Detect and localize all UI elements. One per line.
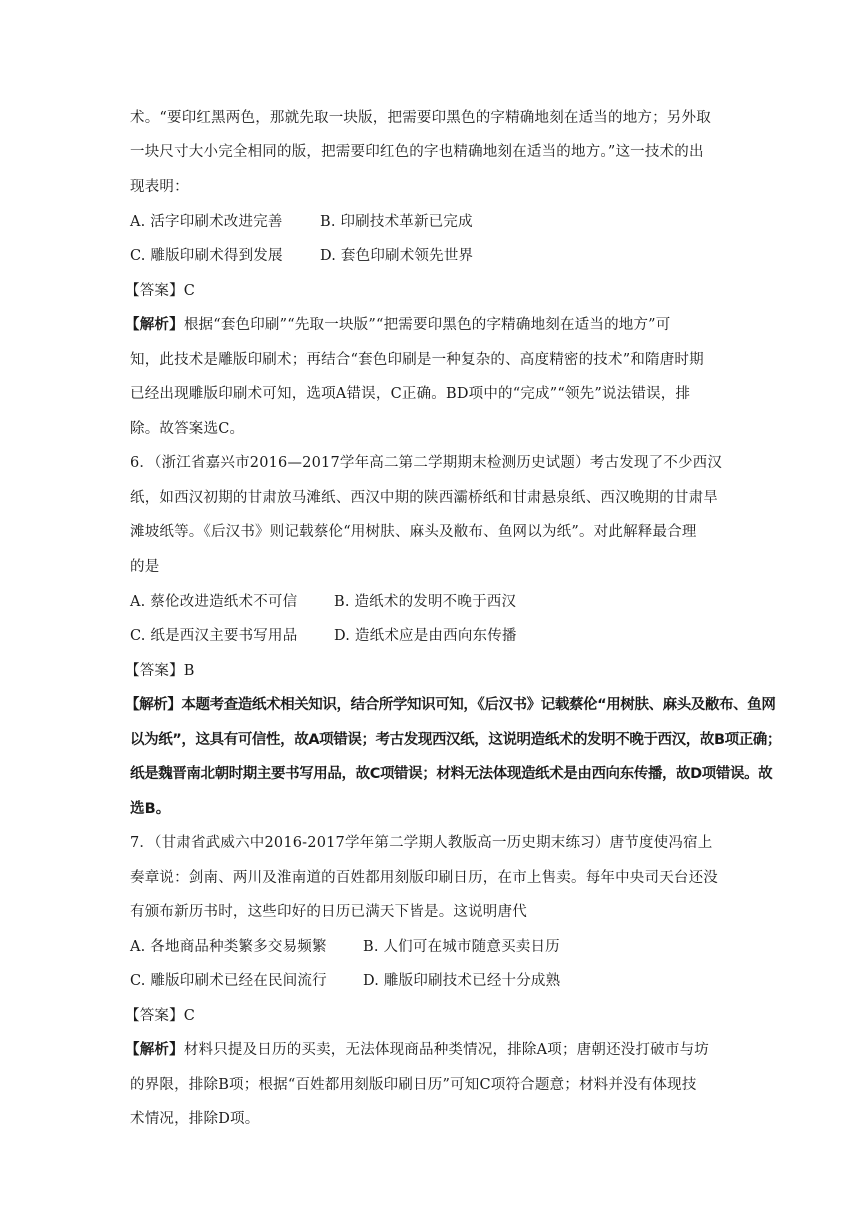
q6-analysis-line-2: 以为纸”，这具有可信性，故A项错误；考古发现西汉纸，这说明造纸术的发明不晚于西汉，故B项正确；	[130, 732, 781, 748]
q6-option-b: B. 造纸术的发明不晚于西汉	[334, 594, 517, 610]
q5-option-a: A. 活字印刷术改进完善	[130, 214, 283, 230]
q7-analysis-line-3: 术情况，排除D项。	[130, 1111, 260, 1127]
q6-analysis-line-3: 纸是魏晋南北朝时期主要书写用品，故C项错误；材料无法体现造纸术是由西向东传播，故D项错误。故	[130, 766, 773, 782]
q7-option-d: D. 雕版印刷技术已经十分成熟	[363, 973, 561, 989]
q5-stem-line-3: 现表明：	[130, 179, 189, 195]
q7-stem-line-2: 奏章说：剑南、两川及淮南道的百姓都用刻版印刷日历，在市上售卖。每年中央司天台还没	[130, 870, 718, 886]
q6-stem-line-3: 滩坡纸等。《后汉书》则记载蔡伦“用树肤、麻头及敝布、鱼网以为纸”。对此解释最合理	[130, 524, 697, 540]
q6-analysis-line-4: 选B。	[130, 801, 171, 817]
q7-option-c: C. 雕版印刷术已经在民间流行	[130, 973, 327, 989]
q6-option-d: D. 造纸术应是由西向东传播	[334, 628, 517, 644]
q5-analysis-line-4: 除。故答案选C。	[130, 421, 245, 437]
q6-stem-line-4: 的是	[130, 559, 160, 575]
q7-analysis-tag: 【解析】	[125, 1042, 184, 1058]
q5-option-d: D. 套色印刷术领先世界	[320, 248, 474, 264]
q7-answer: 【答案】C	[125, 1008, 196, 1024]
q5-analysis-line-3: 已经出现雕版印刷术可知，选项A错误，C正确。BD项中的“完成”“领先”说法错误，排	[130, 386, 691, 402]
q5-analysis-tag: 【解析】	[125, 317, 184, 333]
q7-analysis-text-1: 材料只提及日历的买卖，无法体现商品种类情况，排除A项；唐朝还没打破市与坊	[183, 1042, 709, 1058]
q7-analysis-line-2: 的界限，排除B项；根据“百姓都用刻版印刷日历”可知C项符合题意；材料并没有体现技	[130, 1077, 697, 1093]
q7-analysis-line-1	[125, 1040, 709, 1060]
q7-stem-line-1: 7．（甘肃省武威六中2016-2017学年第二学期人教版高一历史期末练习）唐节度使冯宿上	[130, 835, 713, 851]
q5-answer: 【答案】C	[125, 283, 196, 299]
q5-option-b: B. 印刷技术革新已完成	[320, 214, 473, 230]
q6-stem-line-1: 6．（浙江省嘉兴市2016—2017学年高二第二学期期末检测历史试题）考古发现了不少西汉	[130, 455, 723, 471]
q7-option-b: B. 人们可在城市随意买卖日历	[363, 939, 560, 955]
q6-option-a: A. 蔡伦改进造纸术不可信	[130, 594, 298, 610]
q7-stem-line-3: 有颁布新历书时，这些印好的日历已满天下皆是。这说明唐代	[130, 904, 527, 920]
q5-stem-line-1: 术。“要印红黑两色，那就先取一块版，把需要印黑色的字精确地刻在适当的地方；另外取	[130, 110, 711, 126]
q5-analysis-text-1: 根据“套色印刷”“先取一块版”“把需要印黑色的字精确地刻在适当的地方”可	[183, 317, 671, 333]
q7-option-a: A. 各地商品种类繁多交易频繁	[130, 939, 327, 955]
q5-analysis-line-1	[125, 315, 671, 335]
q6-answer: 【答案】B	[125, 663, 195, 679]
q6-analysis-line-1: 【解析】本题考查造纸术相关知识，结合所学知识可知，《后汉书》记载蔡伦“用树肤、麻头及敝布、鱼网	[125, 697, 776, 713]
q5-option-c: C. 雕版印刷术得到发展	[130, 248, 283, 264]
q6-option-c: C. 纸是西汉主要书写用品	[130, 628, 298, 644]
q6-stem-line-2: 纸，如西汉初期的甘肃放马滩纸、西汉中期的陕西灞桥纸和甘肃悬泉纸、西汉晚期的甘肃旱	[130, 490, 718, 506]
q5-analysis-line-2: 知，此技术是雕版印刷术；再结合“套色印刷是一种复杂的、高度精密的技术”和隋唐时期	[130, 352, 704, 368]
q5-stem-line-2: 一块尺寸大小完全相同的版，把需要印红色的字也精确地刻在适当的地方。”这一技术的出	[130, 144, 704, 160]
